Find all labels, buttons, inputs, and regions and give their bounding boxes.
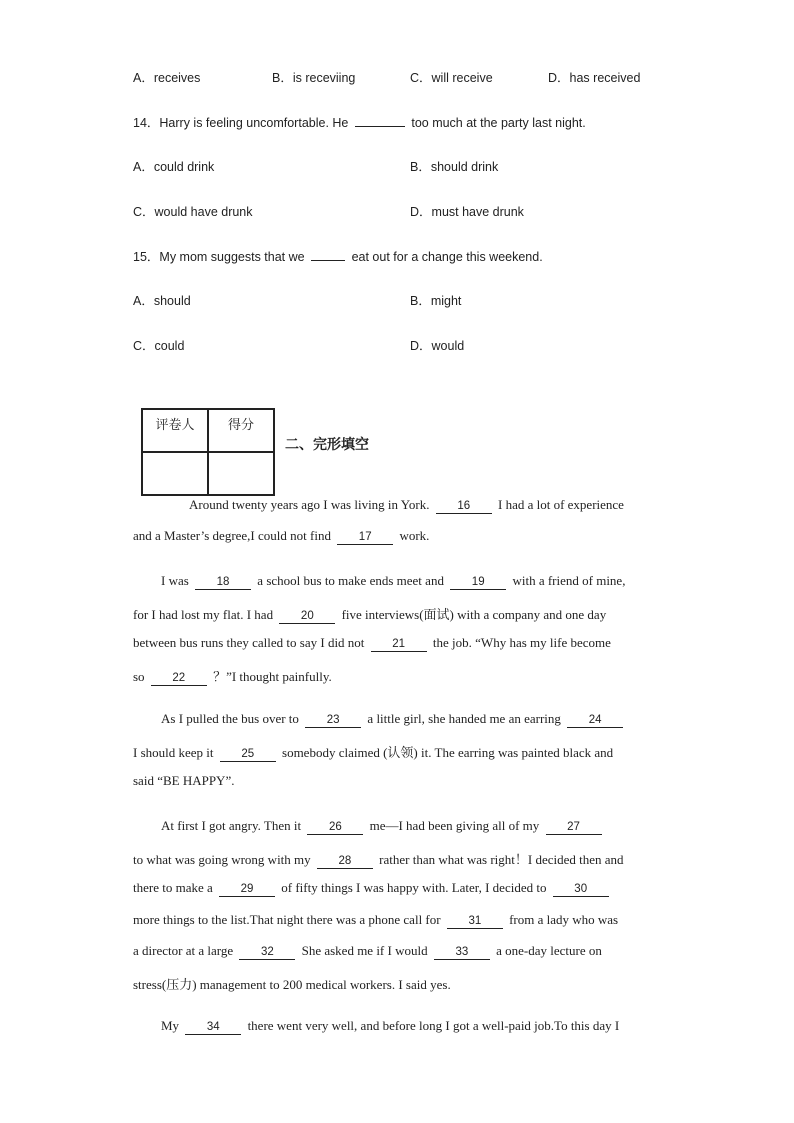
- blank-23[interactable]: 23: [305, 714, 361, 728]
- score-table: [141, 408, 275, 496]
- q15-stem-post: eat out for a change this weekend.: [351, 250, 543, 264]
- passage-text: between bus runs they called to say I did not: [133, 635, 365, 650]
- passage-text: of fifty things I was happy with. Later, I decided to: [281, 880, 547, 895]
- passage-text: Around twenty years ago I was living in York.: [189, 497, 430, 512]
- q14-stem: [133, 113, 586, 131]
- blank-26[interactable]: 26: [307, 821, 363, 835]
- q15-option-c: C．could: [133, 339, 185, 353]
- blank-32[interactable]: 32: [239, 946, 295, 960]
- blank-18[interactable]: 18: [195, 576, 251, 590]
- passage-text: At first I got angry. Then it: [161, 818, 302, 833]
- passage-text: the job. “Why has my life become: [432, 635, 611, 650]
- passage-text: there went very well, and before long I got a well-paid job.To this day I: [247, 1018, 620, 1033]
- passage-line: [133, 666, 332, 686]
- passage-line: [133, 943, 602, 960]
- passage-text: As I pulled the bus over to: [161, 711, 299, 726]
- blank-25[interactable]: 25: [220, 748, 276, 762]
- passage-text: so: [133, 669, 145, 684]
- passage-line: [133, 849, 624, 869]
- q13-option-a: A．receives: [133, 71, 201, 85]
- passage-line: [161, 818, 605, 835]
- passage-text: with a friend of mine,: [512, 573, 626, 588]
- passage-line: [133, 604, 606, 624]
- q15-stem-pre: 15．My mom suggests that we: [133, 250, 305, 264]
- passage-text: She asked me if I would: [301, 943, 428, 958]
- blank-29[interactable]: 29: [219, 883, 275, 897]
- q13-option-b: B．is receviing: [272, 71, 356, 85]
- passage-text: five interviews(面试) with a company and one day: [341, 607, 607, 622]
- q14-option-d: D．must have drunk: [410, 205, 524, 219]
- passage-line: [161, 573, 625, 590]
- passage-text: a school bus to make ends meet and: [257, 573, 444, 588]
- passage-text: work.: [399, 528, 430, 543]
- passage-line: [133, 528, 429, 545]
- q14-blank: [355, 126, 405, 127]
- q15-option-d: D．would: [410, 339, 465, 353]
- passage-text: a one-day lecture on: [496, 943, 602, 958]
- q13-option-d: D．has received: [548, 71, 641, 85]
- passage-text: from a lady who was: [509, 912, 619, 927]
- blank-19[interactable]: 19: [450, 576, 506, 590]
- blank-21[interactable]: 21: [371, 638, 427, 652]
- passage-text: said “BE HAPPY”.: [133, 773, 235, 788]
- q15-stem: [133, 247, 543, 265]
- passage-line: [189, 497, 624, 514]
- passage-text: me—I had been giving all of my: [369, 818, 540, 833]
- q14-stem-post: too much at the party last night.: [411, 116, 586, 130]
- passage-line: [161, 711, 626, 728]
- blank-30[interactable]: 30: [553, 883, 609, 897]
- blank-34[interactable]: 34: [185, 1021, 241, 1035]
- passage-text: My: [161, 1018, 180, 1033]
- passage-text: there to make a: [133, 880, 213, 895]
- blank-20[interactable]: 20: [279, 610, 335, 624]
- passage-text: I was: [161, 573, 189, 588]
- grader-cell: [142, 452, 208, 495]
- passage-text: somebody claimed (认领) it. The earring was painted black and: [282, 745, 614, 760]
- passage-text: stress(压力) management to 200 medical workers. I said yes.: [133, 977, 451, 992]
- blank-27[interactable]: 27: [546, 821, 602, 835]
- blank-24[interactable]: 24: [567, 714, 623, 728]
- q15-option-b: B．might: [410, 294, 462, 308]
- q15-option-a: A．should: [133, 294, 191, 308]
- grader-header: 评卷人: [142, 409, 208, 452]
- passage-text: a little girl, she handed me an earring: [367, 711, 561, 726]
- passage-line: [133, 742, 613, 762]
- blank-33[interactable]: 33: [434, 946, 490, 960]
- section-title: 二、完形填空: [285, 437, 369, 453]
- passage-text: ？”I thought painfully.: [213, 669, 332, 684]
- passage-text: I had a lot of experience: [497, 497, 624, 512]
- q14-option-c: C．would have drunk: [133, 205, 253, 219]
- q15-blank: [311, 260, 345, 261]
- blank-17[interactable]: 17: [337, 531, 393, 545]
- blank-31[interactable]: 31: [447, 915, 503, 929]
- passage-text: rather than what was right！I decided then and: [379, 852, 624, 867]
- passage-line: [133, 635, 611, 652]
- q14-option-b: B．should drink: [410, 160, 499, 174]
- passage-text: and a Master’s degree,I could not find: [133, 528, 331, 543]
- passage-text: I should keep it: [133, 745, 214, 760]
- passage-line: [133, 912, 618, 929]
- q13-option-c: C．will receive: [410, 71, 493, 85]
- blank-22[interactable]: 22: [151, 672, 207, 686]
- passage-text: to what was going wrong with my: [133, 852, 311, 867]
- q14-stem-pre: 14．Harry is feeling uncomfortable. He: [133, 116, 349, 130]
- passage-line: [133, 773, 234, 789]
- blank-28[interactable]: 28: [317, 855, 373, 869]
- passage-line: [161, 1018, 619, 1035]
- passage-text: a director at a large: [133, 943, 234, 958]
- q14-option-a: A．could drink: [133, 160, 215, 174]
- score-cell: [208, 452, 274, 495]
- blank-16[interactable]: 16: [436, 500, 492, 514]
- passage-line: [133, 880, 612, 897]
- passage-line: [133, 974, 451, 993]
- passage-text: more things to the list.That night there was a phone call for: [133, 912, 441, 927]
- score-header: 得分: [208, 409, 274, 452]
- passage-text: for I had lost my flat. I had: [133, 607, 274, 622]
